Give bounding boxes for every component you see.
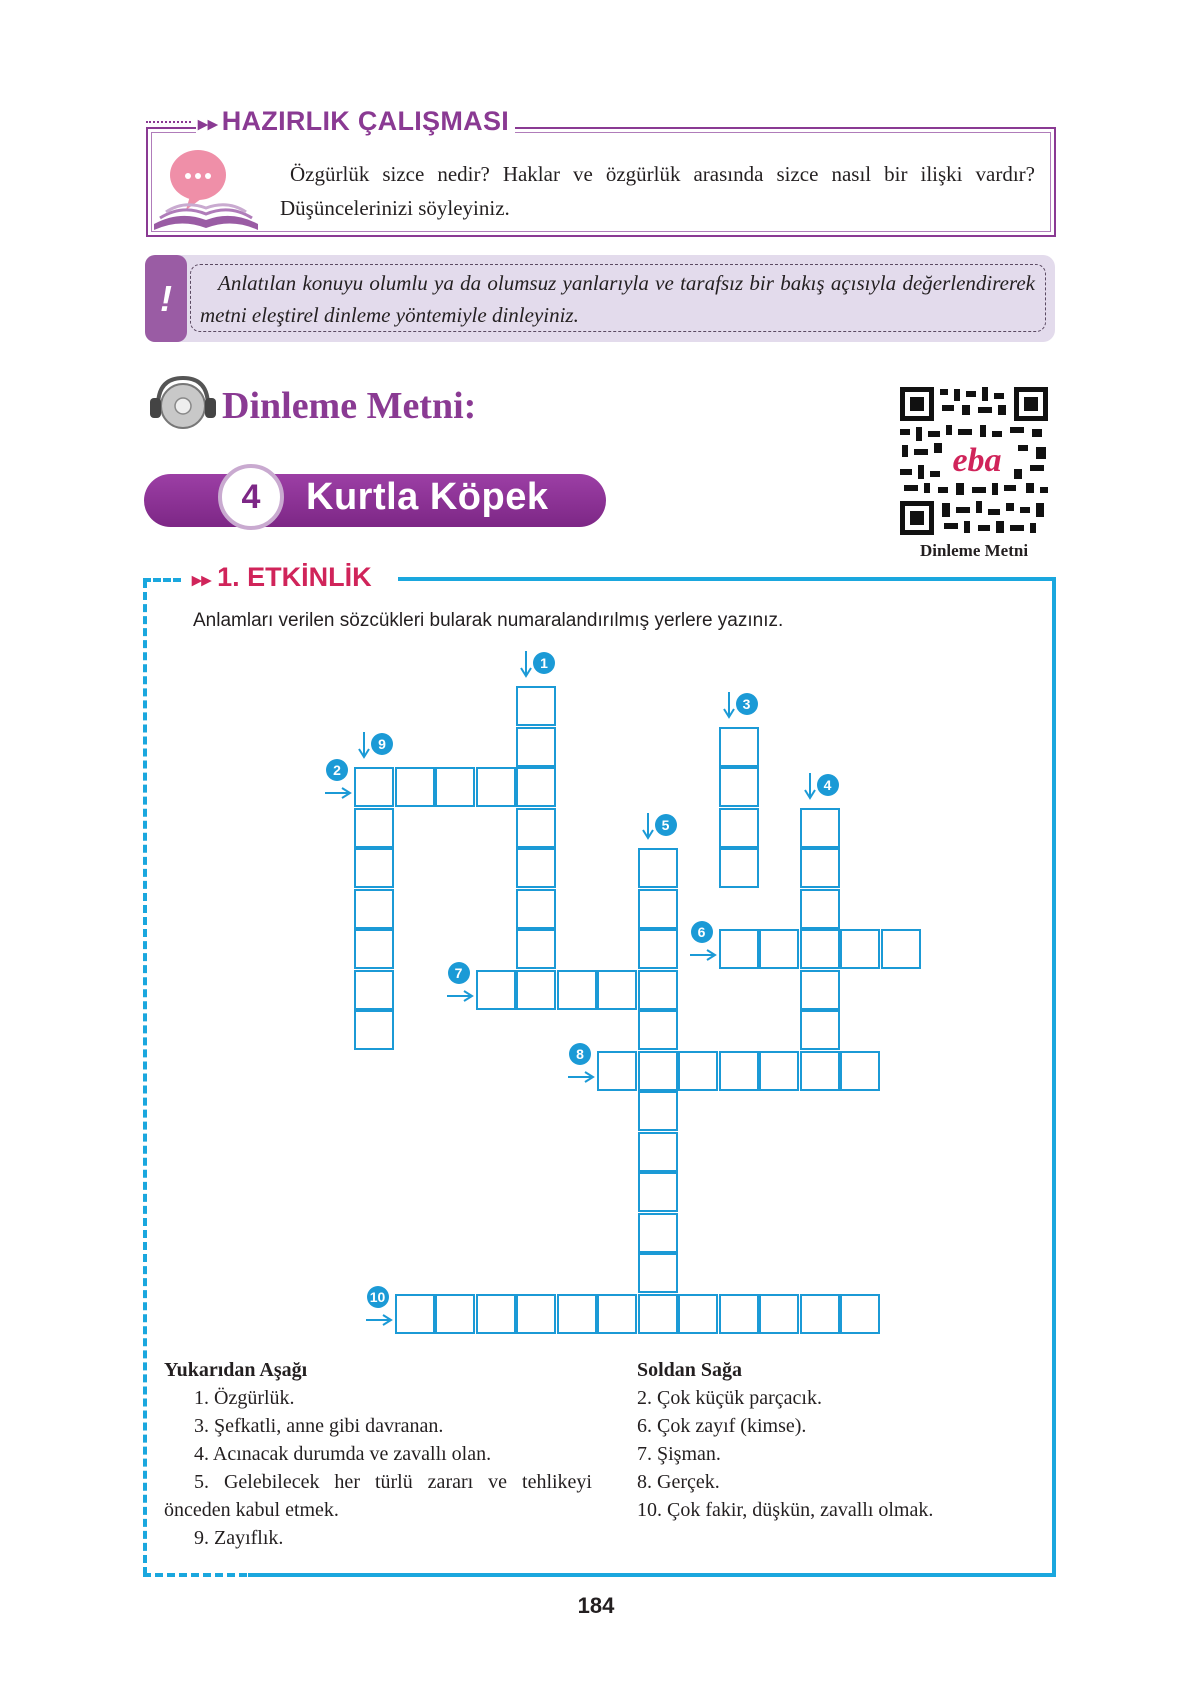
crossword-cell[interactable] [516,1294,556,1334]
preparation-title-text: HAZIRLIK ÇALIŞMASI [221,106,510,136]
frame-left-border [143,580,147,1575]
note-text [200,267,1035,331]
crossword-cell[interactable] [759,1051,799,1091]
crossword-cell[interactable] [759,1294,799,1334]
crossword-cell[interactable] [638,1294,678,1334]
crossword-cell[interactable] [638,1010,678,1050]
arrow-down-icon [520,650,532,678]
crossword-cell[interactable] [516,767,556,807]
arrow-down-icon [358,731,370,759]
exclamation-icon: ! [145,255,187,342]
clue-number-badge: 6 [691,921,713,943]
crossword-cell[interactable] [354,808,394,848]
section-dots [146,121,191,123]
crossword-cell[interactable] [516,808,556,848]
crossword-cell[interactable] [800,970,840,1010]
crossword-cell[interactable] [354,889,394,929]
crossword-cell[interactable] [840,1051,880,1091]
across-clues-heading: Soldan Sağa [637,1359,743,1381]
crossword-cell[interactable] [638,1091,678,1131]
preparation-question: Özgürlük sizce nedir? Haklar ve özgürlük arasında sizce nasıl bir ilişki vardır? Düşüncelerinizi söyleyiniz. [280,162,1035,220]
crossword-cell[interactable] [678,1294,718,1334]
arrow-right-icon [365,1314,393,1326]
crossword-cell[interactable] [435,1294,475,1334]
down-clue: 5. Gelebilecek her türlü zararı ve tehlikeyi önceden kabul etmek. [164,1471,592,1521]
across-clue: 2. Çok küçük parçacık. [637,1387,822,1409]
crossword-cell[interactable] [719,727,759,767]
crossword-cell[interactable] [516,929,556,969]
activity-instruction: Anlamları verilen sözcükleri bularak numaralandırılmış yerlere yazınız. [193,610,784,631]
crossword-cell[interactable] [881,929,921,969]
crossword-cell[interactable] [638,1051,678,1091]
crossword-cell[interactable] [800,929,840,969]
down-clues [164,1356,592,1552]
crossword-cell[interactable] [395,767,435,807]
crossword-cell[interactable] [354,848,394,888]
crossword-cell[interactable] [638,1213,678,1253]
crossword-cell[interactable] [638,1253,678,1293]
down-clue: 1. Özgürlük. [194,1387,295,1409]
headphone-cd-icon [146,372,220,434]
crossword-cell[interactable] [719,808,759,848]
crossword-cell[interactable] [638,970,678,1010]
down-clues-heading: Yukarıdan Aşağı [164,1359,308,1381]
crossword-cell[interactable] [476,767,516,807]
note-instruction: Anlatılan konuyu olumlu ya da olumsuz yanlarıyla ve tarafsız bir bakış açısıyla değerlendirerek metni eleştirel dinleme yöntemiyle dinleyiniz. [200,271,1035,327]
crossword-cell[interactable] [638,929,678,969]
crossword-cell[interactable] [719,1294,759,1334]
clue-number-badge: 8 [569,1043,591,1065]
clue-number-badge: 9 [371,733,393,755]
across-clues [637,1356,1037,1524]
qr-caption: Dinleme Metni [919,541,1029,560]
frame-bottom-left-dash [143,1573,247,1577]
crossword-cell[interactable] [719,848,759,888]
crossword-cell[interactable] [354,970,394,1010]
down-clue: 3. Şefkatli, anne gibi davranan. [194,1415,444,1437]
crossword-cell[interactable] [597,970,637,1010]
double-arrow-icon: ▸▸ [198,114,218,135]
crossword-cell[interactable] [516,727,556,767]
activity-title [186,562,378,593]
crossword-cell[interactable] [597,1051,637,1091]
crossword-cell[interactable] [800,1294,840,1334]
frame-top-left-dash [143,578,181,582]
preparation-title [196,106,515,137]
text-number-badge: 4 [218,464,284,530]
crossword-cell[interactable] [759,929,799,969]
text-title: Kurtla Köpek [306,476,549,518]
clue-number-badge: 7 [448,962,470,984]
across-clue: 10. Çok fakir, düşkün, zavallı olmak. [637,1499,934,1521]
crossword-cell[interactable] [557,970,597,1010]
double-arrow-icon: ▸▸ [192,570,212,591]
crossword-cell[interactable] [800,848,840,888]
crossword-cell[interactable] [719,929,759,969]
arrow-down-icon [804,772,816,800]
crossword-cell[interactable] [476,970,516,1010]
across-clue: 7. Şişman. [637,1443,721,1465]
crossword-cell[interactable] [800,1051,840,1091]
across-clue: 6. Çok zayıf (kimse). [637,1415,807,1437]
arrow-down-icon [723,691,735,719]
clue-number-badge: 3 [736,693,758,715]
crossword-cell[interactable] [597,1294,637,1334]
arrow-right-icon [689,949,717,961]
frame-bottom-border [248,1573,1056,1577]
arrow-down-icon [642,812,654,840]
across-clue: 8. Gerçek. [637,1471,720,1493]
crossword-cell[interactable] [354,767,394,807]
crossword-cell[interactable] [516,889,556,929]
crossword-cell[interactable] [476,1294,516,1334]
clue-number-badge: 4 [817,774,839,796]
crossword-cell[interactable] [800,889,840,929]
crossword-cell[interactable] [638,1172,678,1212]
crossword-cell[interactable] [638,1132,678,1172]
crossword-cell[interactable] [435,767,475,807]
crossword-cell[interactable] [354,929,394,969]
crossword-cell[interactable] [840,929,880,969]
crossword-cell[interactable] [516,970,556,1010]
crossword-cell[interactable] [638,889,678,929]
eba-logo: eba [952,442,1002,479]
crossword-cell[interactable] [800,808,840,848]
listening-title: Dinleme Metni: [222,385,477,427]
crossword-cell[interactable] [516,848,556,888]
crossword-cell[interactable] [354,1010,394,1050]
activity-title-text: 1. ETKİNLİK [217,562,372,592]
crossword-cell[interactable] [395,1294,435,1334]
frame-right-border [1052,578,1056,1577]
crossword-cell[interactable] [557,1294,597,1334]
clue-number-badge: 2 [326,759,348,781]
clue-number-badge: 5 [655,814,677,836]
preparation-text [280,157,1035,225]
arrow-right-icon [567,1071,595,1083]
crossword-cell[interactable] [840,1294,880,1334]
crossword-cell[interactable] [678,1051,718,1091]
crossword-cell[interactable] [800,1010,840,1050]
down-clue: 9. Zayıflık. [194,1527,284,1549]
page-number: 184 [577,1593,615,1618]
speech-book-icon [150,140,262,232]
crossword-cell[interactable] [638,848,678,888]
arrow-right-icon [446,990,474,1002]
crossword-cell[interactable] [719,767,759,807]
crossword-cell[interactable] [719,1051,759,1091]
down-clue: 4. Acınacak durumda ve zavallı olan. [194,1443,492,1465]
clue-number-badge: 10 [367,1286,389,1308]
arrow-right-icon [324,787,352,799]
qr-code-icon[interactable] [898,385,1050,537]
crossword-cell[interactable] [516,686,556,726]
frame-top-border [398,577,1056,581]
clue-number-badge: 1 [533,652,555,674]
